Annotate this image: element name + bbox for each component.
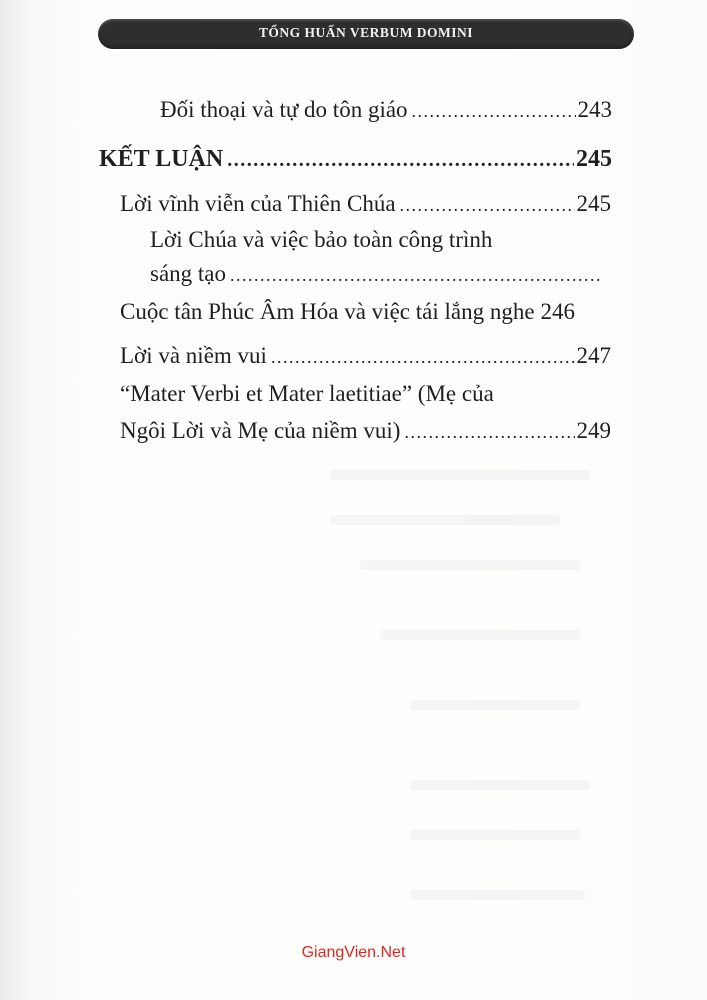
- toc-section-heading: [99, 145, 612, 174]
- show-through-mark: [330, 470, 590, 480]
- show-through-mark: [410, 890, 585, 900]
- running-header-bar: [98, 19, 634, 49]
- toc-entry-page: 246: [540, 299, 576, 324]
- toc-entry-title: KẾT LUẬN: [99, 146, 224, 172]
- show-through-mark: [360, 560, 580, 570]
- toc-entry-title: Lời và niềm vui: [120, 343, 267, 368]
- toc-entry: [120, 190, 611, 219]
- dot-leader: [271, 343, 575, 371]
- toc-entry-title-line1: Lời Chúa và việc bảo toàn công trình: [150, 227, 493, 252]
- toc-entry: [150, 260, 602, 289]
- show-through-mark: [410, 780, 590, 790]
- toc-entry-title-line1: “Mater Verbi et Mater laetitiae” (Mẹ của: [120, 381, 494, 406]
- show-through-mark: [330, 515, 560, 525]
- toc-entry-page: 247: [576, 343, 611, 368]
- dot-leader: [404, 418, 574, 446]
- toc-entry-page: 245: [576, 191, 611, 216]
- dot-leader: [400, 191, 575, 219]
- show-through-mark: [380, 630, 580, 640]
- toc-entry: [160, 96, 612, 125]
- running-header-title: TỔNG HUẤN VERBUM DOMINI: [258, 25, 474, 40]
- toc-entry-page: 243: [577, 97, 612, 122]
- watermark-text: GiangVien.Net: [301, 944, 406, 961]
- toc-entry-page: 249: [576, 418, 611, 443]
- toc-entry-title-line2: Ngôi Lời và Mẹ của niềm vui): [120, 418, 401, 443]
- show-through-mark: [410, 830, 580, 840]
- toc-entry-title: Lời vĩnh viễn của Thiên Chúa: [120, 191, 396, 216]
- show-through-mark: [410, 700, 580, 710]
- dot-leader: [412, 97, 576, 125]
- toc-entry-title-line2: sáng tạo: [150, 261, 227, 286]
- toc-entry-title: Đối thoại và tự do tôn giáo: [160, 97, 408, 122]
- toc-entry: [120, 417, 611, 446]
- toc-entry: [120, 342, 611, 371]
- toc-entry-title: Cuộc tân Phúc Âm Hóa và việc tái lắng nghe: [120, 299, 535, 324]
- dot-leader: [230, 261, 600, 289]
- toc-entry-page: 245: [576, 146, 612, 172]
- toc-entry: [120, 298, 615, 326]
- dot-leader: [227, 146, 574, 174]
